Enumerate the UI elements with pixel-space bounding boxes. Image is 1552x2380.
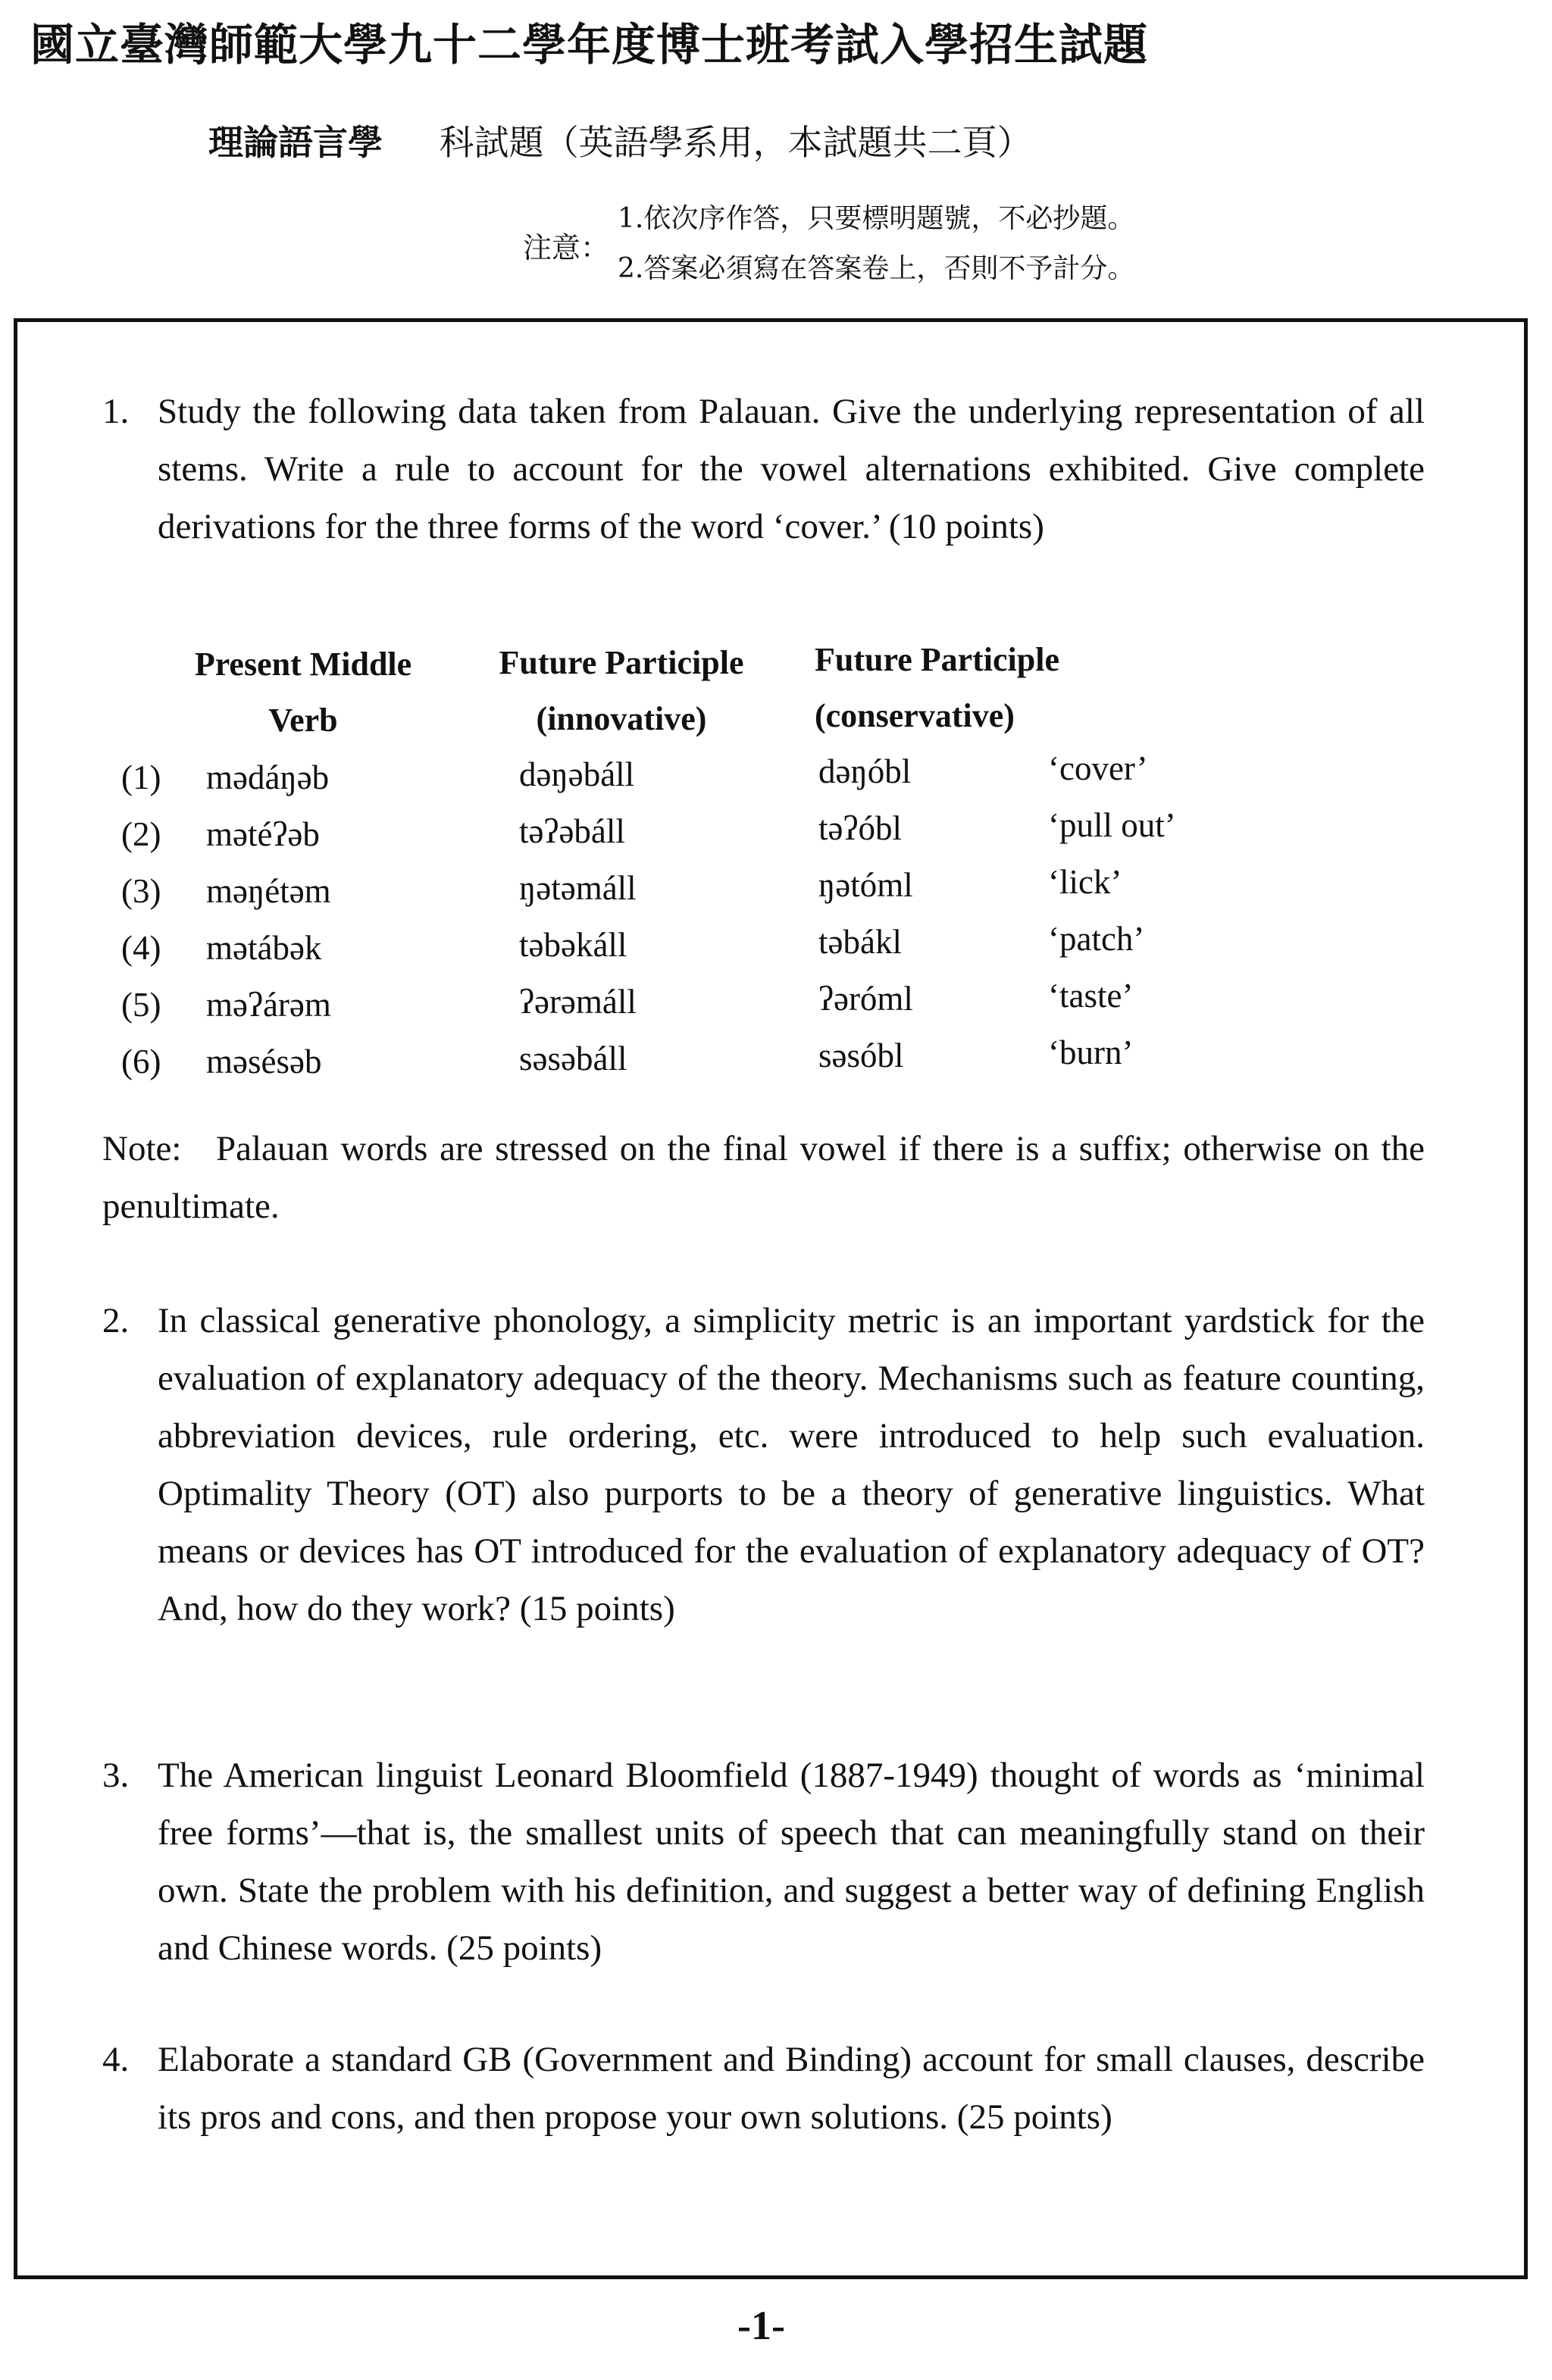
question-number: 1.: [102, 392, 130, 431]
note-line-1: 1.依次序作答，只要標明題號，不必抄題。: [618, 203, 1135, 234]
note-line-2: 2.答案必須寫在答案卷上，否則不予計分。: [618, 253, 1135, 284]
subject-name: 理論語言學: [208, 122, 383, 163]
question-number: 3.: [102, 1756, 130, 1795]
note-label: Note:: [102, 1129, 182, 1168]
question-number: 2.: [102, 1301, 130, 1340]
subject-note: 科試題（英語學系用，本試題共二頁）: [439, 122, 1032, 163]
question-text: Study the following data taken from Palauan. Give the underlying representation of all stems. Write a rule to account for the vowel alternations exhibited. Give complete derivations for the three forms of the word ‘cover.’ (10 points): [158, 392, 1425, 546]
exam-title: 國立臺灣師範大學九十二學年度博士班考試入學招生試題: [30, 19, 1149, 70]
page-number: -1-: [737, 2303, 785, 2348]
question-text: Elaborate a standard GB (Government and Binding) account for small clauses, describe its pros and cons, and then propose your own solutions. (25 points): [158, 2040, 1425, 2137]
col-header-innovative: Future Participle (innovative): [499, 644, 744, 737]
question-number: 4.: [102, 2040, 130, 2079]
note-text: Palauan words are stressed on the final vowel if there is a suffix; otherwise on the penultimate.: [102, 1129, 1425, 1226]
col-header-present: Present Middle Verb: [194, 646, 412, 739]
notes-label: 注意：: [523, 231, 610, 264]
col-header-conservative: Future Participle (conservative): [815, 641, 1059, 734]
question-text: In classical generative phonology, a simplicity metric is an important yardstick for the evaluation of explanatory adequacy of the theory. Mechanisms such as feature counting, abbreviation devices, rule ordering, etc. were introduced to help such evaluation. Optimality Theory (OT) also purports to be a theory of generative linguistics. What means or devices has OT introduced for the evaluation of explanatory adequacy of OT? And, how do they work? (15 points): [158, 1301, 1425, 1628]
question-text: The American linguist Leonard Bloomfield (1887-1949) thought of words as ‘minimal free forms’—that is, the smallest units of speech that can meaningfully stand on their own. State the problem with his definition, and suggest a better way of defining English and Chinese words. (25 points): [158, 1756, 1425, 1968]
exam-subtitle: [208, 115, 1032, 165]
